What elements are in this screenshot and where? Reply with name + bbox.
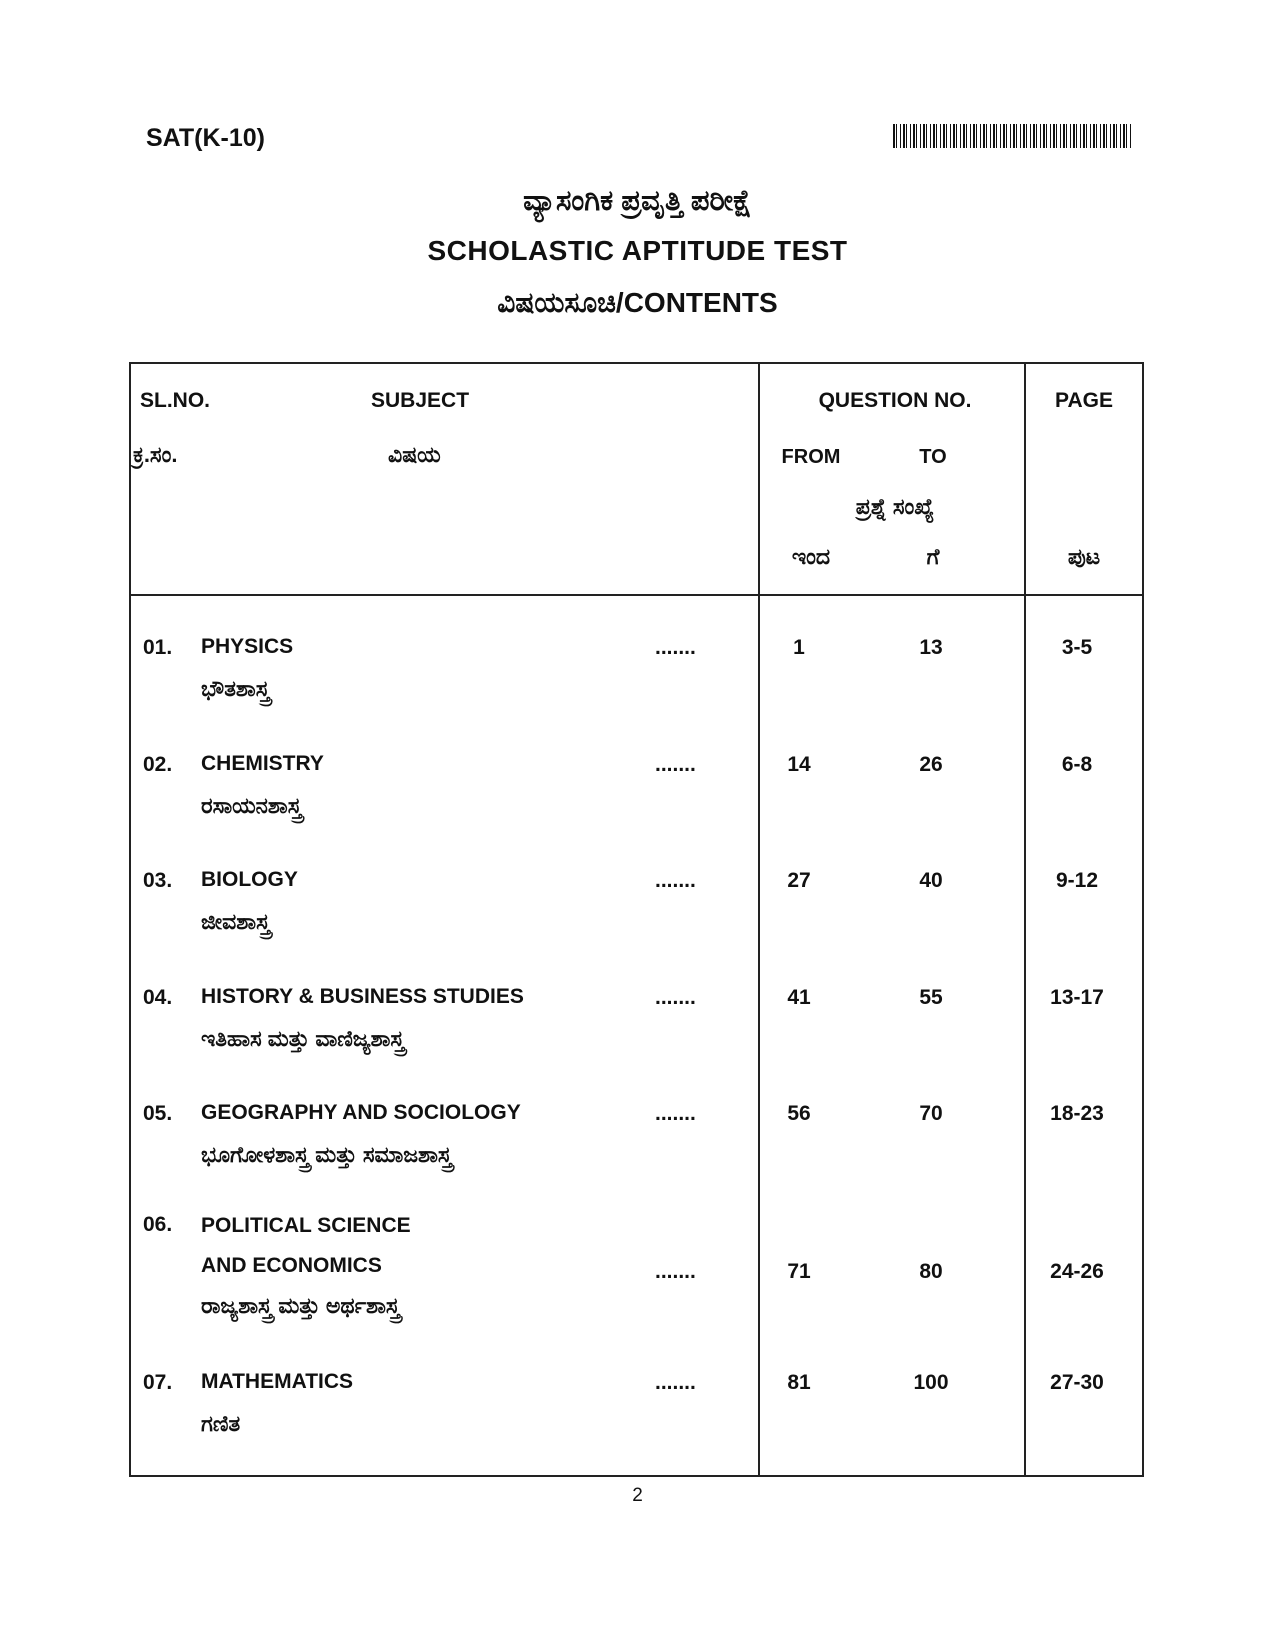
row-subject-kn: ಭೂಗೋಳಶಾಸ್ತ್ರ ಮತ್ತು ಸಮಾಜಶಾಸ್ತ್ರ xyxy=(201,1142,453,1167)
row-page: 6-8 xyxy=(1061,753,1093,776)
row-to: 26 xyxy=(919,753,943,776)
header-from: FROM xyxy=(781,446,841,468)
row-to: 55 xyxy=(919,986,943,1009)
page-number: 2 xyxy=(632,1485,643,1506)
row-from: 71 xyxy=(787,1260,811,1283)
row-slno: 04. xyxy=(143,986,173,1009)
row-subject xyxy=(201,629,293,707)
row-subject-kn: ರಸಾಯನಶಾಸ್ತ್ರ xyxy=(201,793,302,818)
row-leader-dots: ....... xyxy=(655,1102,696,1125)
row-page: 18-23 xyxy=(1050,1102,1104,1125)
row-subject xyxy=(201,979,524,1057)
header-to: TO xyxy=(919,446,947,468)
header-question-no-kn: ಪ್ರಶ್ನೆ ಸಂಖ್ಯೆ xyxy=(855,494,935,519)
row-leader-dots: ....... xyxy=(655,986,696,1009)
header-divider xyxy=(131,594,1142,596)
row-subject xyxy=(201,746,324,824)
row-from: 27 xyxy=(787,869,811,892)
title-english: SCHOLASTIC APTITUDE TEST xyxy=(427,235,848,266)
row-subject-kn: ಗಣಿತ xyxy=(201,1411,241,1436)
row-leader-dots: ....... xyxy=(655,753,696,776)
row-slno: 05. xyxy=(143,1102,173,1125)
row-subject xyxy=(201,1206,411,1326)
column-divider xyxy=(758,364,760,1475)
row-from: 1 xyxy=(793,636,805,659)
row-slno: 03. xyxy=(143,869,173,892)
header-slno-kn: ಕ್ರ.ಸಂ. xyxy=(133,442,178,467)
row-to: 80 xyxy=(919,1260,943,1283)
row-from: 14 xyxy=(787,753,811,776)
row-subject-kn: ಇತಿಹಾಸ ಮತ್ತು ವಾಣಿಜ್ಯಶಾಸ್ತ್ರ xyxy=(201,1026,405,1051)
row-from: 56 xyxy=(787,1102,811,1125)
document-code: SAT(K-10) xyxy=(146,124,265,152)
row-to: 13 xyxy=(919,636,943,659)
contents-table xyxy=(129,362,1144,1477)
row-subject xyxy=(201,862,298,940)
row-subject-kn: ರಾಜ್ಯಶಾಸ್ತ್ರ ಮತ್ತು ಅರ್ಥಶಾಸ್ತ್ರ xyxy=(201,1293,401,1318)
row-from: 81 xyxy=(787,1371,811,1394)
row-leader-dots: ....... xyxy=(655,1260,696,1283)
contents-heading: ವಿಷಯಸೂಚಿ/CONTENTS xyxy=(497,287,778,318)
header-question-no: QUESTION NO. xyxy=(818,389,972,412)
row-leader-dots: ....... xyxy=(655,636,696,659)
row-subject-kn: ಭೌತಶಾಸ್ತ್ರ xyxy=(201,676,270,701)
row-leader-dots: ....... xyxy=(655,869,696,892)
row-subject xyxy=(201,1095,521,1173)
row-from: 41 xyxy=(787,986,811,1009)
header-page: PAGE xyxy=(1055,389,1113,412)
header-page-kn: ಪುಟ xyxy=(1067,544,1101,569)
column-divider xyxy=(1024,364,1026,1475)
row-slno: 02. xyxy=(143,753,173,776)
row-slno: 06. xyxy=(143,1213,173,1236)
row-subject-en-line2: AND ECONOMICS xyxy=(201,1254,382,1277)
header-subject: SUBJECT xyxy=(371,389,470,412)
row-subject-en: HISTORY & BUSINESS STUDIES xyxy=(201,985,524,1008)
row-subject-en: BIOLOGY xyxy=(201,868,298,891)
row-slno: 07. xyxy=(143,1371,173,1394)
title-kannada: ವ್ಯಾಸಂಗಿಕ ಪ್ರವೃತ್ತಿ ಪರೀಕ್ಷೆ xyxy=(523,185,752,217)
header-from-kn: ಇಂದ xyxy=(791,544,831,569)
row-to: 40 xyxy=(919,869,943,892)
row-subject-en: GEOGRAPHY AND SOCIOLOGY xyxy=(201,1101,521,1124)
row-to: 70 xyxy=(919,1102,943,1125)
row-page: 9-12 xyxy=(1055,869,1099,892)
row-to: 100 xyxy=(913,1371,949,1394)
barcode xyxy=(893,124,1131,148)
row-page: 3-5 xyxy=(1061,636,1093,659)
row-page: 27-30 xyxy=(1050,1371,1104,1394)
row-subject xyxy=(201,1364,353,1442)
row-subject-en: POLITICAL SCIENCE xyxy=(201,1214,411,1237)
row-slno: 01. xyxy=(143,636,173,659)
row-subject-en: PHYSICS xyxy=(201,635,294,658)
row-page: 13-17 xyxy=(1050,986,1104,1009)
row-leader-dots: ....... xyxy=(655,1371,696,1394)
header-subject-kn: ವಿಷಯ xyxy=(388,442,441,467)
row-subject-kn: ಜೀವಶಾಸ್ತ್ರ xyxy=(201,909,271,934)
row-subject-en: MATHEMATICS xyxy=(201,1370,354,1393)
header-to-kn: ಗೆ xyxy=(926,544,940,569)
header-slno: SL.NO. xyxy=(140,389,211,412)
row-subject-en: CHEMISTRY xyxy=(201,752,324,775)
row-page: 24-26 xyxy=(1050,1260,1104,1283)
